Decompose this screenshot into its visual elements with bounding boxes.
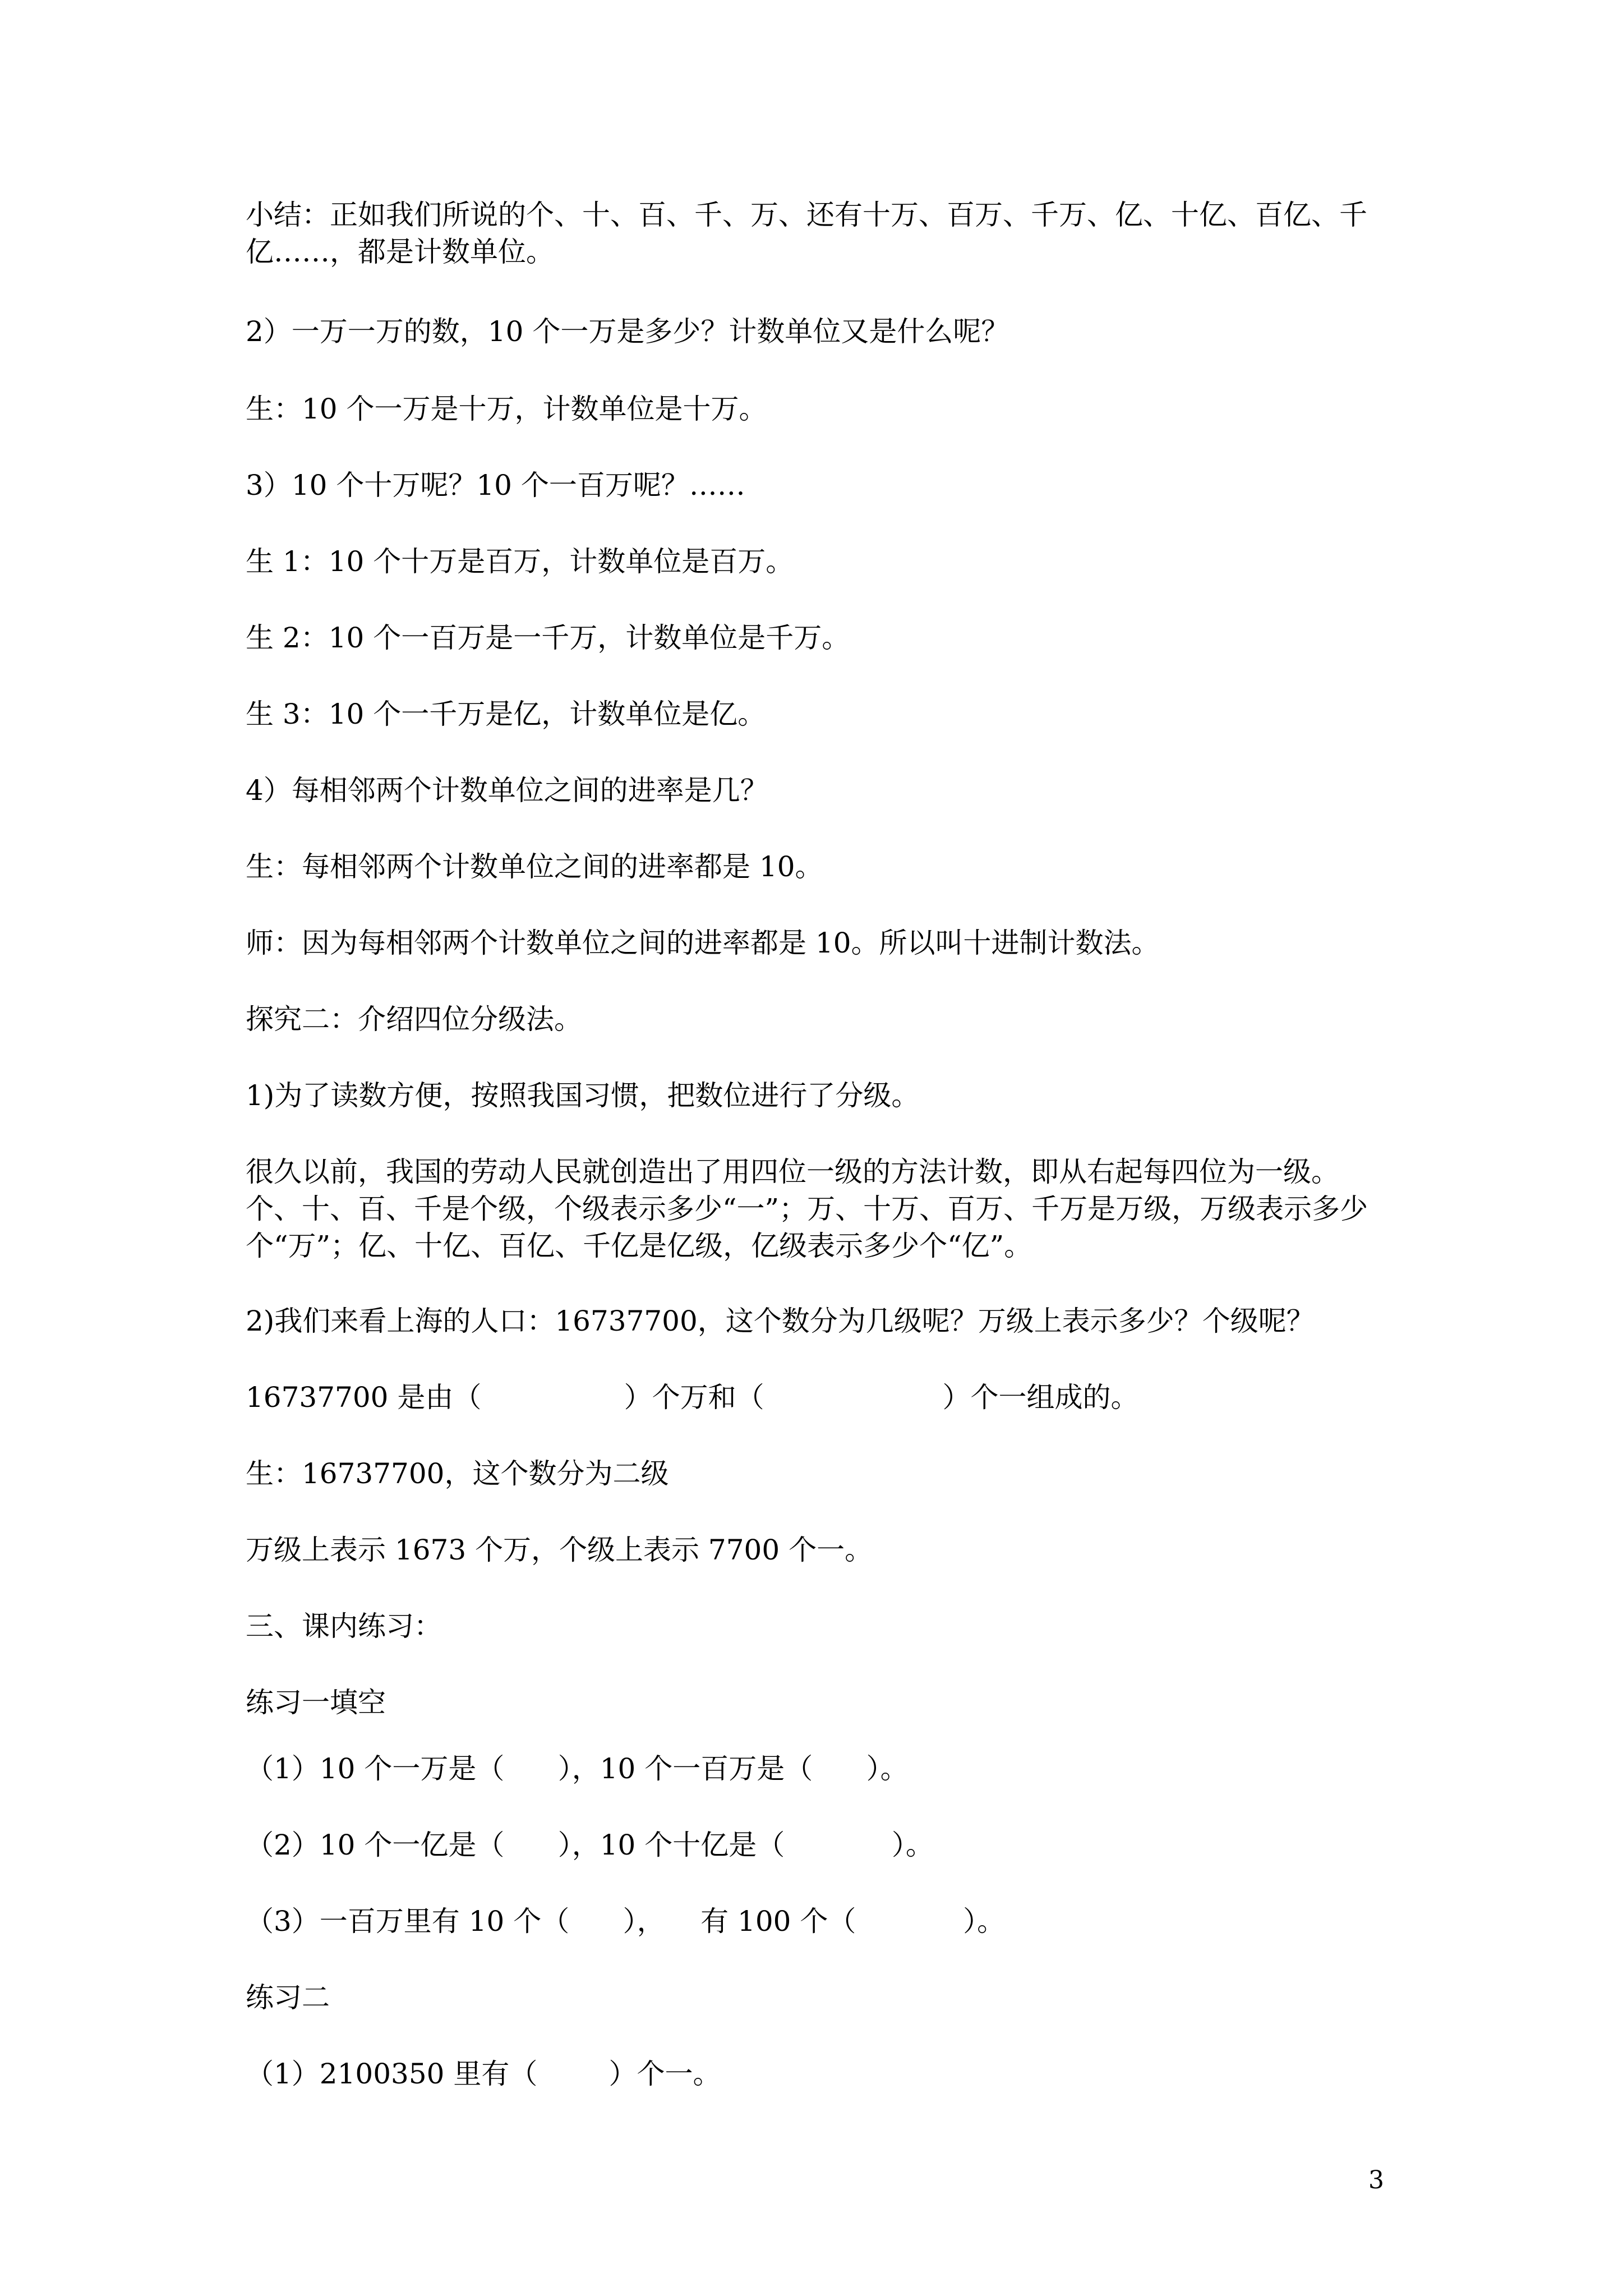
question-4: 4）每相邻两个计数单位之间的进率是几？ — [246, 774, 768, 807]
exercise-1-item-2: （2）10 个一亿是（ ），10 个十亿是（ ）。 — [246, 1829, 934, 1861]
exercise-2-heading: 练习二 — [246, 1981, 330, 2014]
student-levels-answer: 生：16737700，这个数分为二级 — [246, 1457, 669, 1490]
question-3: 3）10 个十万呢？10 个一百万呢？…… — [246, 469, 745, 501]
student-1-answer: 生 1：10 个十万是百万，计数单位是百万。 — [246, 545, 794, 578]
explore-step-2: 2)我们来看上海的人口：16737700，这个数分为几级呢？万级上表示多少？个级呢？ — [246, 1305, 1315, 1337]
exercise-1-heading: 练习一填空 — [246, 1686, 386, 1719]
exercise-1-item-3: （3）一百万里有 10 个（ ）， 有 100 个（ ）。 — [246, 1905, 1006, 1938]
student-3-answer: 生 3：10 个一千万是亿，计数单位是亿。 — [246, 698, 766, 730]
student-2-answer: 生 2：10 个一百万是一千万，计数单位是千万。 — [246, 622, 850, 654]
section-heading-explore-2: 探究二：介绍四位分级法。 — [246, 1003, 582, 1036]
exercise-2-item-1: （1）2100350 里有（ ）个一。 — [246, 2058, 721, 2090]
student-answer: 生：10 个一万是十万，计数单位是十万。 — [246, 393, 767, 425]
page-number: 3 — [1368, 2166, 1384, 2194]
explanation-paragraph: 很久以前，我国的劳动人民就创造出了用四位一级的方法计数，即从右起每四位为一级。个、十、百、千是个级，个级表示多少“一”；万、十万、百万、千万是万级，万级表示多少个“万”；亿、十亿、百亿、千亿是亿级，亿级表示多少个“亿”。 — [246, 1156, 1368, 1262]
summary-paragraph: 小结：正如我们所说的个、十、百、千、万、还有十万、百万、千万、亿、十亿、百亿、千亿……，都是计数单位。 — [246, 199, 1367, 268]
teacher-statement: 师：因为每相邻两个计数单位之间的进率都是 10。所以叫十进制计数法。 — [246, 927, 1160, 959]
section-heading-practice: 三、课内练习： — [246, 1610, 442, 1642]
student-answer-rate: 生：每相邻两个计数单位之间的进率都是 10。 — [246, 850, 823, 883]
exercise-1-item-1: （1）10 个一万是（ ），10 个一百万是（ ）。 — [246, 1752, 909, 1785]
explore-step-1: 1)为了读数方便，按照我国习惯，把数位进行了分级。 — [246, 1079, 920, 1112]
question-2: 2）一万一万的数，10 个一万是多少？计数单位又是什么呢？ — [246, 315, 1009, 348]
student-value-answer: 万级上表示 1673 个万，个级上表示 7700 个一。 — [246, 1534, 873, 1566]
fill-blank-composition: 16737700 是由（ ）个万和（ ）个一组成的。 — [246, 1381, 1139, 1414]
